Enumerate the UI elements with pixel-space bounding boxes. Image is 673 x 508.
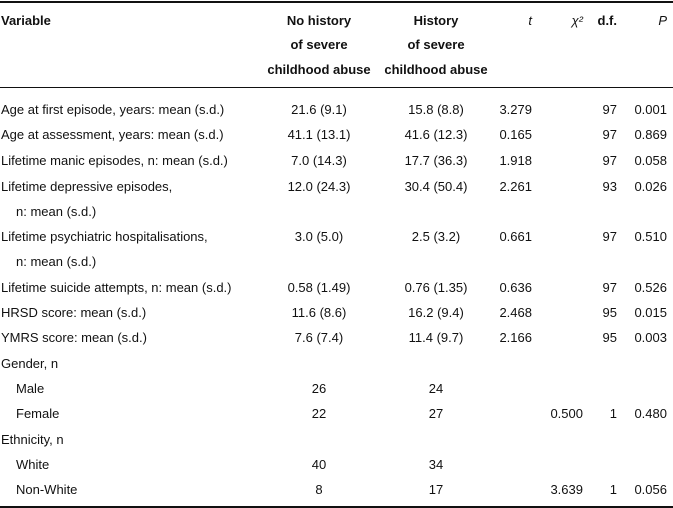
cell-df: 95 bbox=[602, 305, 617, 320]
cell-p: 0.015 bbox=[634, 305, 667, 320]
row-label: Ethnicity, n bbox=[1, 432, 64, 447]
cell-t: 1.918 bbox=[499, 153, 532, 168]
cell-no-history: 0.58 (1.49) bbox=[287, 280, 351, 295]
cell-no-history: 22 bbox=[311, 406, 327, 421]
row-label: White bbox=[16, 457, 50, 472]
cell-no-history: 3.0 (5.0) bbox=[294, 229, 344, 244]
header-no-history-1: No history bbox=[286, 13, 352, 28]
row-label: Non-White bbox=[16, 482, 78, 497]
header-rule bbox=[0, 87, 673, 88]
cell-df: 97 bbox=[602, 127, 617, 142]
top-rule bbox=[0, 1, 673, 3]
cell-p: 0.056 bbox=[634, 482, 667, 497]
cell-p: 0.058 bbox=[634, 153, 667, 168]
cell-p: 0.480 bbox=[634, 406, 667, 421]
cell-t: 2.261 bbox=[499, 179, 532, 194]
header-history-3: childhood abuse bbox=[384, 62, 488, 77]
cell-p: 0.526 bbox=[634, 280, 667, 295]
row-label-cont: n: mean (s.d.) bbox=[16, 204, 97, 219]
row-label: Age at first episode, years: mean (s.d.) bbox=[1, 102, 225, 117]
cell-chi2: 3.639 bbox=[550, 482, 583, 497]
cell-history: 0.76 (1.35) bbox=[404, 280, 468, 295]
cell-history: 16.2 (9.4) bbox=[408, 305, 464, 320]
cell-no-history: 40 bbox=[311, 457, 327, 472]
cell-p: 0.869 bbox=[634, 127, 667, 142]
cell-chi2: 0.500 bbox=[550, 406, 583, 421]
cell-history: 24 bbox=[428, 381, 444, 396]
row-label-cont: n: mean (s.d.) bbox=[16, 254, 97, 269]
cell-df: 93 bbox=[602, 179, 617, 194]
cell-no-history: 12.0 (24.3) bbox=[287, 179, 351, 194]
cell-df: 97 bbox=[602, 280, 617, 295]
cell-no-history: 7.6 (7.4) bbox=[294, 330, 344, 345]
header-chi2: χ² bbox=[571, 13, 583, 28]
header-t: t bbox=[528, 13, 532, 28]
row-label: YMRS score: mean (s.d.) bbox=[1, 330, 147, 345]
cell-df: 95 bbox=[602, 330, 617, 345]
row-label: Male bbox=[16, 381, 45, 396]
header-history-2: of severe bbox=[407, 37, 465, 52]
cell-t: 0.636 bbox=[499, 280, 532, 295]
cell-history: 27 bbox=[428, 406, 444, 421]
cell-t: 0.661 bbox=[499, 229, 532, 244]
header-no-history-2: of severe bbox=[290, 37, 348, 52]
cell-t: 2.468 bbox=[499, 305, 532, 320]
row-label: Lifetime suicide attempts, n: mean (s.d.) bbox=[1, 280, 232, 295]
cell-p: 0.510 bbox=[634, 229, 667, 244]
cell-history: 30.4 (50.4) bbox=[404, 179, 468, 194]
cell-p: 0.001 bbox=[634, 102, 667, 117]
cell-p: 0.003 bbox=[634, 330, 667, 345]
row-label: HRSD score: mean (s.d.) bbox=[1, 305, 147, 320]
cell-history: 41.6 (12.3) bbox=[404, 127, 468, 142]
cell-no-history: 41.1 (13.1) bbox=[287, 127, 351, 142]
row-label: Lifetime manic episodes, n: mean (s.d.) bbox=[1, 153, 228, 168]
cell-no-history: 7.0 (14.3) bbox=[291, 153, 347, 168]
cell-history: 17.7 (36.3) bbox=[404, 153, 468, 168]
cell-no-history: 8 bbox=[315, 482, 323, 497]
header-variable: Variable bbox=[1, 13, 51, 28]
cell-df: 1 bbox=[609, 406, 617, 421]
cell-p: 0.026 bbox=[634, 179, 667, 194]
cell-history: 15.8 (8.8) bbox=[408, 102, 464, 117]
header-p: P bbox=[658, 13, 667, 28]
cell-df: 97 bbox=[602, 153, 617, 168]
cell-history: 11.4 (9.7) bbox=[408, 330, 464, 345]
cell-df: 1 bbox=[609, 482, 617, 497]
cell-t: 2.166 bbox=[499, 330, 532, 345]
cell-t: 0.165 bbox=[499, 127, 532, 142]
cell-history: 34 bbox=[428, 457, 444, 472]
row-label: Lifetime psychiatric hospitalisations, bbox=[1, 229, 208, 244]
cell-no-history: 11.6 (8.6) bbox=[291, 305, 347, 320]
cell-no-history: 21.6 (9.1) bbox=[291, 102, 347, 117]
cell-history: 2.5 (3.2) bbox=[411, 229, 461, 244]
header-df: d.f. bbox=[597, 13, 617, 28]
cell-t: 3.279 bbox=[499, 102, 532, 117]
row-label: Gender, n bbox=[1, 356, 59, 371]
cell-history: 17 bbox=[428, 482, 444, 497]
row-label: Female bbox=[16, 406, 60, 421]
cell-df: 97 bbox=[602, 229, 617, 244]
row-label: Lifetime depressive episodes, bbox=[1, 179, 173, 194]
cell-no-history: 26 bbox=[311, 381, 327, 396]
header-history-1: History bbox=[413, 13, 459, 28]
cell-df: 97 bbox=[602, 102, 617, 117]
row-label: Age at assessment, years: mean (s.d.) bbox=[1, 127, 224, 142]
header-no-history-3: childhood abuse bbox=[267, 62, 371, 77]
